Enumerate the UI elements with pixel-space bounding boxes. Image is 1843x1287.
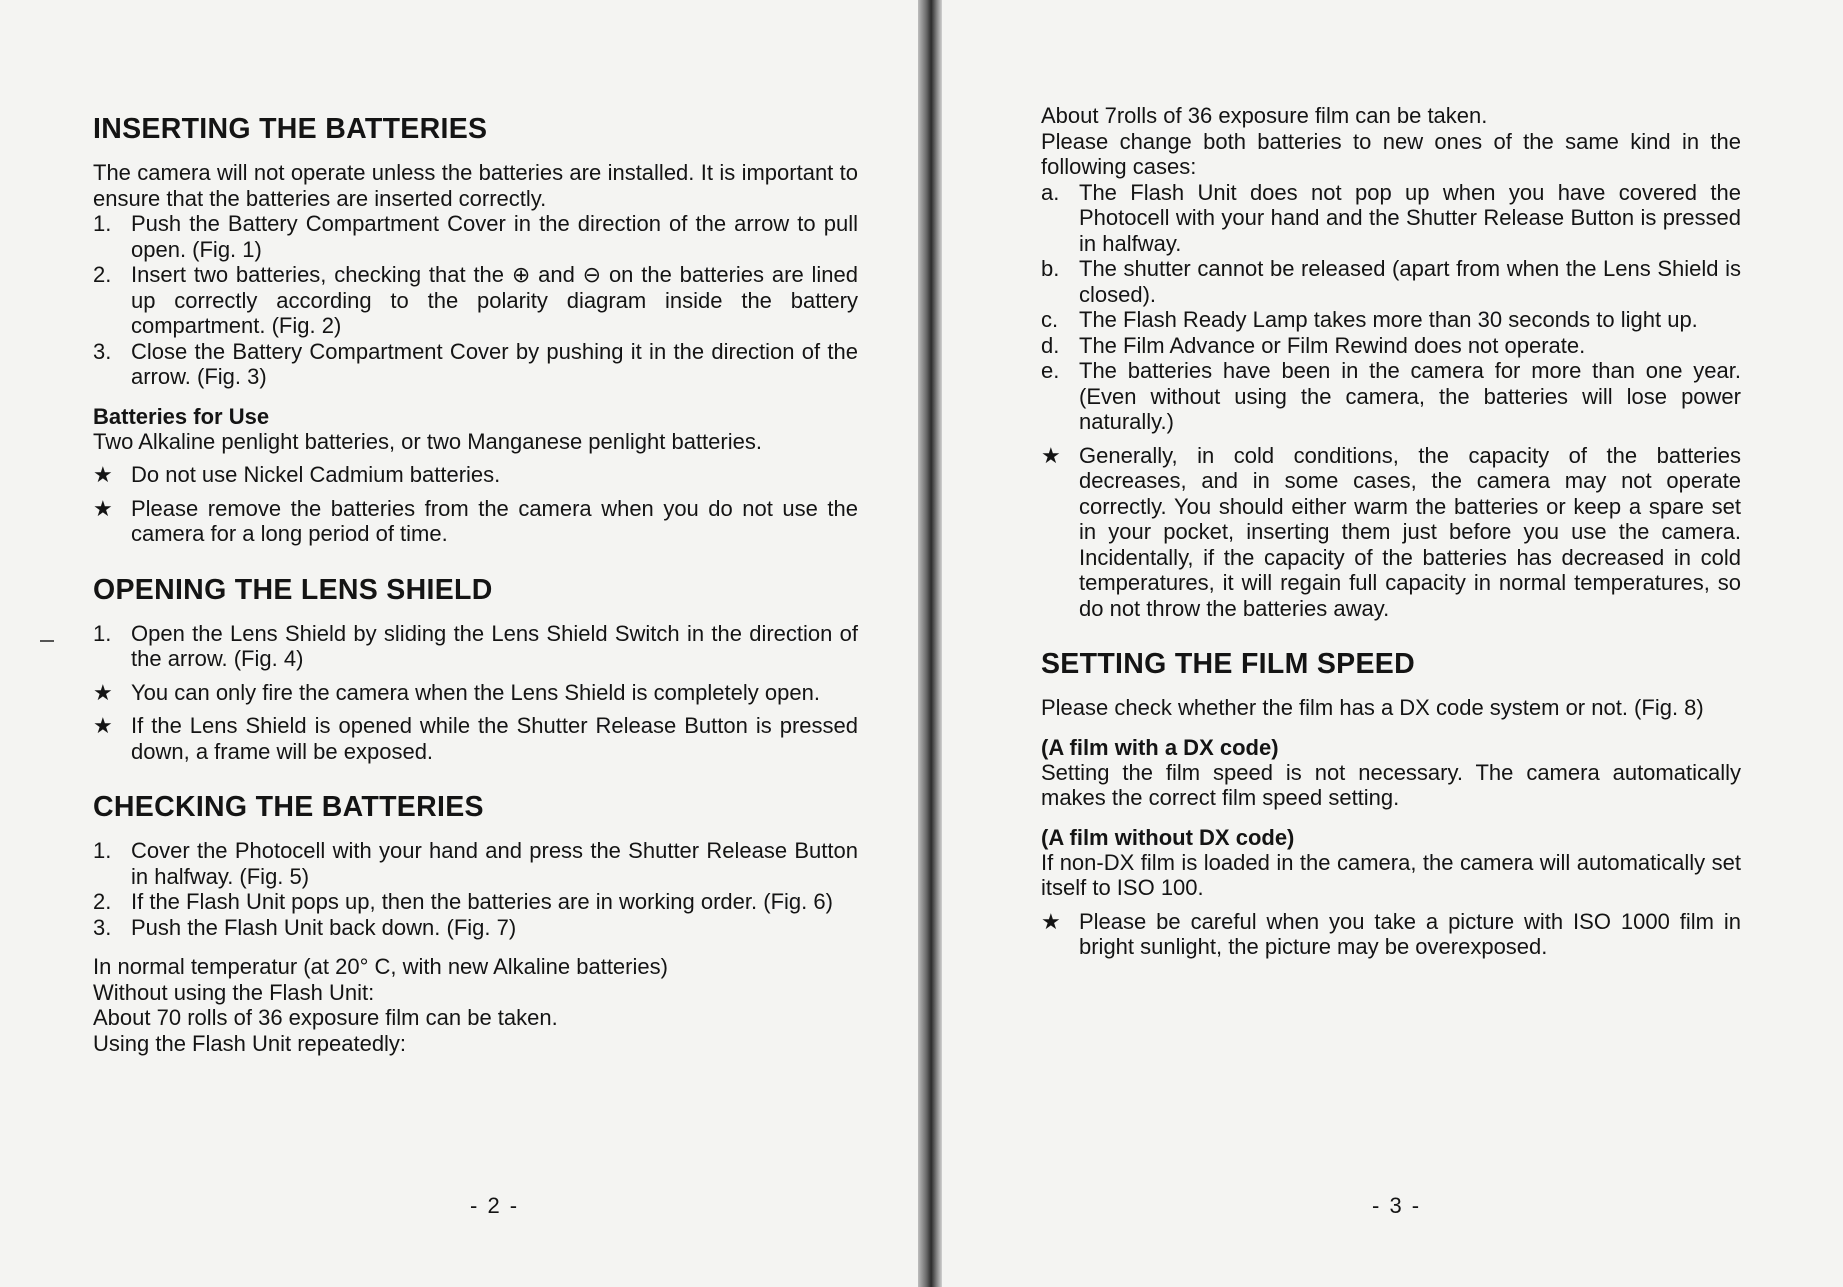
heading-checking-batteries: CHECKING THE BATTERIES <box>93 791 484 823</box>
dx-code-title: (A film with a DX code) <box>1041 734 1279 760</box>
iso-note: ★ Please be careful when you take a picture with ISO 1000 film in bright sunlight, the picture may be overexposed. <box>1041 908 1741 959</box>
about-7-rolls-line: About 7rolls of 36 exposure film can be taken. <box>1041 103 1488 128</box>
page-number-left: - 2 - <box>470 1193 520 1218</box>
change-case: a. The Flash Unit does not pop up when you have covered the Photocell with your hand and the Shutter Release Button is pressed in halfway. <box>1041 179 1741 256</box>
margin-mark <box>40 640 54 642</box>
insert-step: 3. Close the Battery Compartment Cover by pushing it in the direction of the arrow. (Fig. 3) <box>93 338 858 389</box>
battery-notes-list <box>93 462 858 547</box>
using-flash-line: Using the Flash Unit repeatedly: <box>93 1030 407 1056</box>
inserting-intro: The camera will not operate unless the batteries are installed. It is important to ensure that the batteries are inserted correctly. <box>93 160 858 211</box>
batteries-for-use-text: Two Alkaline penlight batteries, or two Manganese penlight batteries. <box>93 428 762 454</box>
lens-note: ★ You can only fire the camera when the Lens Shield is completely open. <box>93 679 820 705</box>
no-dx-code-title: (A film without DX code) <box>1041 824 1295 850</box>
change-case: e. The batteries have been in the camera for more than one year. (Even without using the camera, the batteries will lose power naturally.) <box>1041 358 1741 434</box>
check-dx-line: Please check whether the film has a DX code system or not. (Fig. 8) <box>1041 695 1704 720</box>
check-step: 3. Push the Flash Unit back down. (Fig. 7) <box>93 914 517 940</box>
batteries-for-use-title: Batteries for Use <box>93 403 270 429</box>
lens-steps-list <box>93 621 858 765</box>
change-case: c. The Flash Ready Lamp takes more than 30 seconds to light up. <box>1041 307 1698 332</box>
check-step: 2. If the Flash Unit pops up, then the batteries are in working order. (Fig. 6) <box>93 889 833 914</box>
book-gutter <box>918 0 942 1287</box>
change-batteries-intro: Please change both batteries to new ones of the same kind in the following cases: <box>1041 128 1741 179</box>
right-page <box>942 0 1843 1287</box>
left-page <box>0 0 918 1287</box>
lens-note: ★ If the Lens Shield is opened while the Shutter Release Button is pressed down, a frame will be exposed. <box>93 713 858 764</box>
check-step: 1. Cover the Photocell with your hand and press the Shutter Release Button in halfway. (Fig. 5) <box>93 838 858 889</box>
change-case: b. The shutter cannot be released (apart from when the Lens Shield is closed). <box>1041 256 1741 307</box>
star-icon: ★ <box>1041 908 1061 934</box>
lens-step: 1. Open the Lens Shield by sliding the Lens Shield Switch in the direction of the arrow. (Fig. 4) <box>93 620 858 671</box>
without-flash-line: Without using the Flash Unit: <box>93 979 375 1005</box>
battery-note: ★ Do not use Nickel Cadmium batteries. <box>93 462 501 487</box>
star-icon: ★ <box>1041 442 1061 468</box>
change-cases-list <box>1041 180 1741 622</box>
check-steps-list <box>93 838 858 940</box>
cold-conditions-note: ★ Generally, in cold conditions, the capacity of the batteries decreases, and in some cases, the camera may not operate correctly. You should either warm the batteries or keep a spare set in your pocket, inserting them just before you use the camera. Incidentally, if the capacity of the batteries has decreased in cold temperatures, it will regain full capacity in normal temperatures, so do not throw the batteries away. <box>1041 442 1741 621</box>
star-icon: ★ <box>93 713 113 738</box>
dx-code-text: Setting the film speed is not necessary. The camera automatically makes the correct film speed setting. <box>1041 759 1741 810</box>
star-icon: ★ <box>93 462 113 487</box>
star-icon: ★ <box>93 495 113 521</box>
left-column <box>93 112 858 1056</box>
heading-setting-film-speed: SETTING THE FILM SPEED <box>1041 648 1415 680</box>
battery-note: ★ Please remove the batteries from the camera when you do not use the camera for a long period of time. <box>93 495 858 546</box>
heading-inserting-batteries: INSERTING THE BATTERIES <box>93 113 488 145</box>
right-column <box>1041 103 1741 960</box>
about-70-rolls-line: About 70 rolls of 36 exposure film can be taken. <box>93 1005 558 1030</box>
heading-opening-lens-shield: OPENING THE LENS SHIELD <box>93 573 493 606</box>
page-number-right: - 3 - <box>1372 1193 1422 1218</box>
insert-step: 1. Push the Battery Compartment Cover in the direction of the arrow to pull open. (Fig. 1) <box>93 211 858 262</box>
normal-temperature-line: In normal temperatur (at 20° C, with new Alkaline batteries) <box>93 954 668 979</box>
change-case: d. The Film Advance or Film Rewind does not operate. <box>1041 332 1586 358</box>
insert-steps-list <box>93 211 858 390</box>
no-dx-code-text: If non-DX film is loaded in the camera, the camera will automatically set itself to ISO 100. <box>1041 849 1741 900</box>
iso-notes-list <box>1041 909 1741 960</box>
star-icon: ★ <box>93 679 113 705</box>
insert-step: 2. Insert two batteries, checking that the ⊕ and ⊖ on the batteries are lined up correctly according to the polarity diagram inside the battery compartment. (Fig. 2) <box>93 262 858 338</box>
